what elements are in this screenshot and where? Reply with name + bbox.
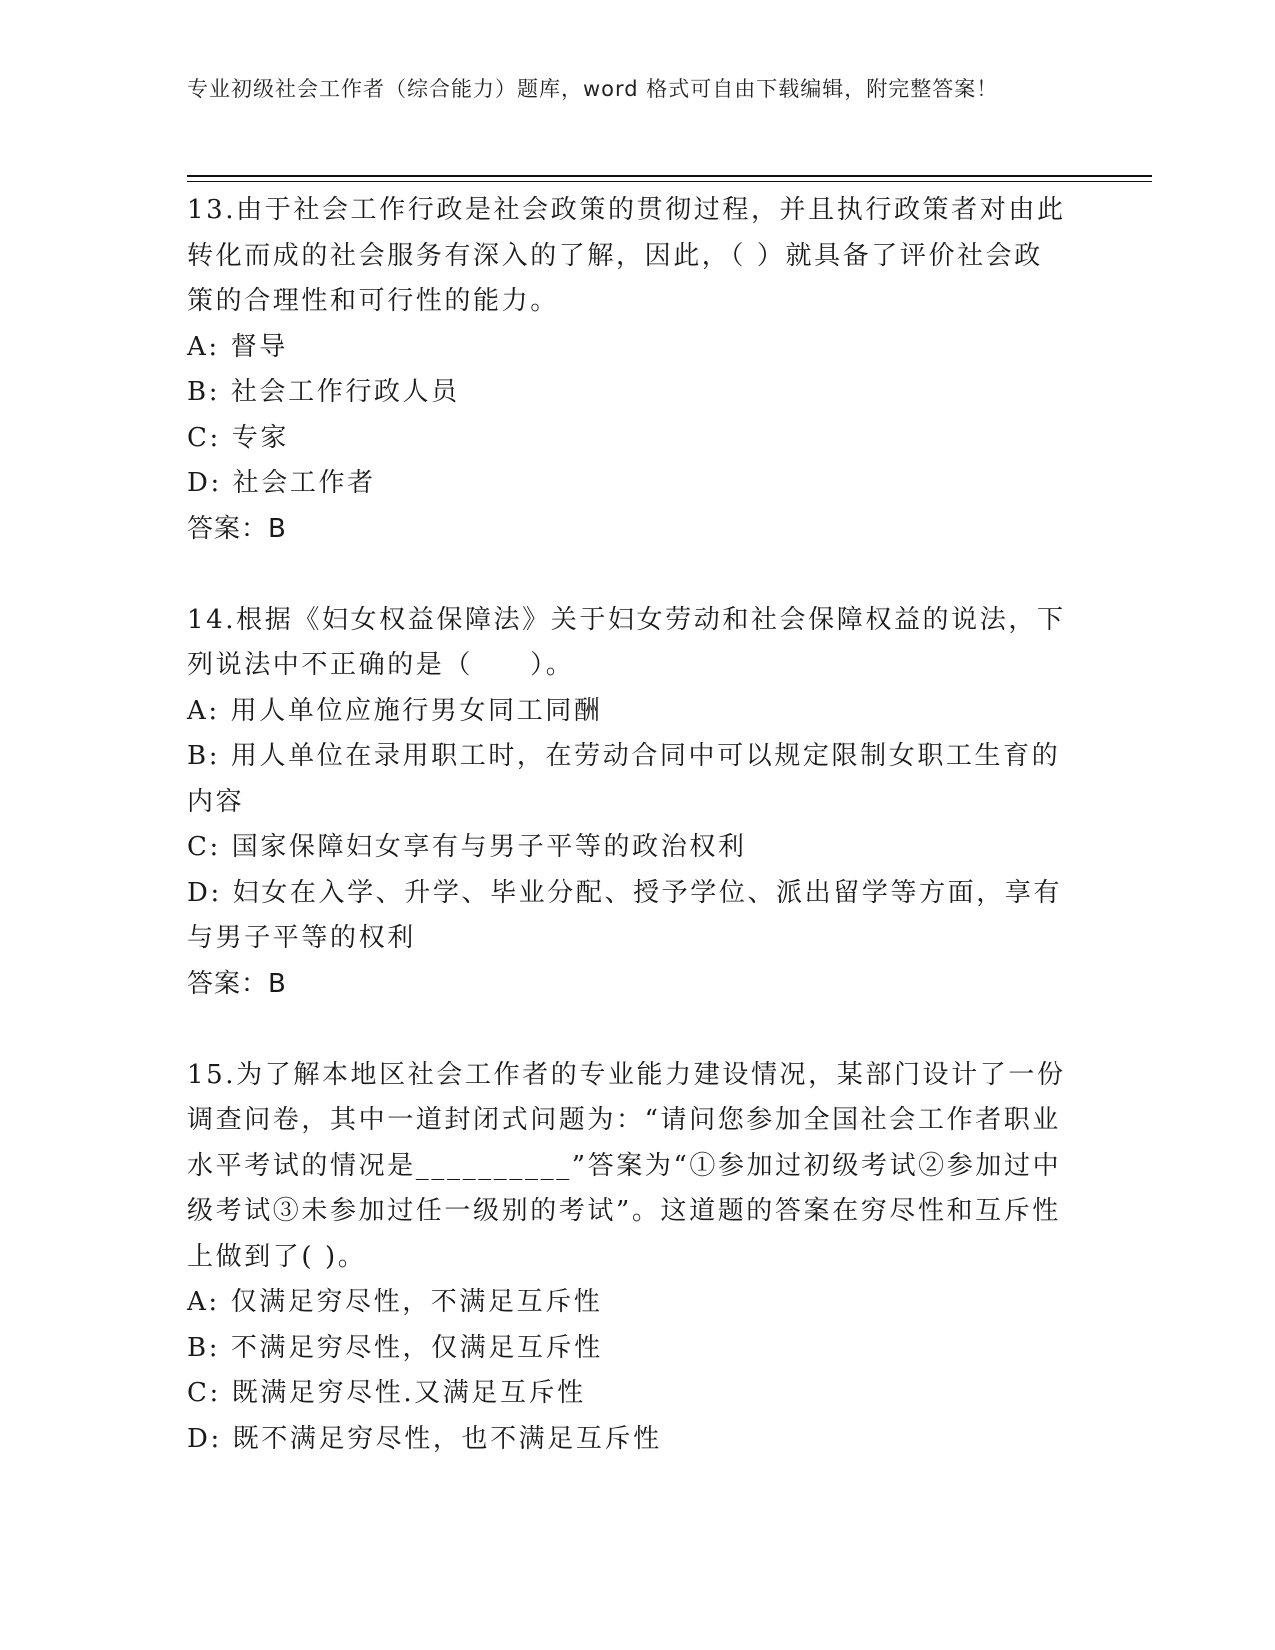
option-c: C: 专家 <box>187 422 289 453</box>
answer-line: 答案：B <box>187 513 287 544</box>
answer-line: 答案：B <box>187 968 287 999</box>
option-a: A: 仅满足穷尽性，不满足互斥性 <box>187 1287 603 1317</box>
header-divider-thin <box>187 181 1152 182</box>
question-text: 14.根据《妇女权益保障法》关于妇女劳动和社会保障权益的说法，下列说法中不正确的是（ ）。 <box>187 604 1066 680</box>
option-c: C: 国家保障妇女享有与男子平等的政治权利 <box>187 832 747 862</box>
spacer <box>187 552 1067 598</box>
option-b: B: 社会工作行政人员 <box>187 377 460 407</box>
question-14 <box>187 598 1067 1008</box>
question-15 <box>187 1053 1067 1463</box>
page-header: 专业初级社会工作者（综合能力）题库，word 格式可自由下载编辑，附完整答案！ <box>187 77 999 101</box>
question-text: 13.由于社会工作行政是社会政策的贯彻过程，并且执行政策者对由此转化而成的社会服务有深入的了解，因此，（ ）就具备了评价社会政策的合理性和可行性的能力。 <box>187 195 1066 316</box>
question-list <box>187 188 1067 1462</box>
option-b: B: 用人单位在录用职工时，在劳动合同中可以规定限制女职工生育的内容 <box>187 741 1061 817</box>
option-d: D: 妇女在入学、升学、毕业分配、授予学位、派出留学等方面，享有与男子平等的权利 <box>187 877 1063 953</box>
header-divider-thick <box>187 175 1152 177</box>
option-b: B: 不满足穷尽性，仅满足互斥性 <box>187 1332 603 1363</box>
question-13 <box>187 188 1067 552</box>
option-d: D: 既不满足穷尽性，也不满足互斥性 <box>187 1423 662 1454</box>
option-a: A: 用人单位应施行男女同工同酬 <box>187 695 603 726</box>
spacer <box>187 1007 1067 1053</box>
option-a: A: 督导 <box>187 331 288 362</box>
question-text: 15.为了解本地区社会工作者的专业能力建设情况，某部门设计了一份调查问卷，其中一道封闭式问题为：“请问您参加全国社会工作者职业水平考试的情况是__________”答案为“①参加过初级考试②参加过中级考试③未参加过任一级别的考试”。这道题的答案在穷尽性和互斥性上做到了( )。 <box>187 1059 1066 1272</box>
option-c: C: 既满足穷尽性.又满足互斥性 <box>187 1378 586 1408</box>
option-d: D: 社会工作者 <box>187 468 376 498</box>
